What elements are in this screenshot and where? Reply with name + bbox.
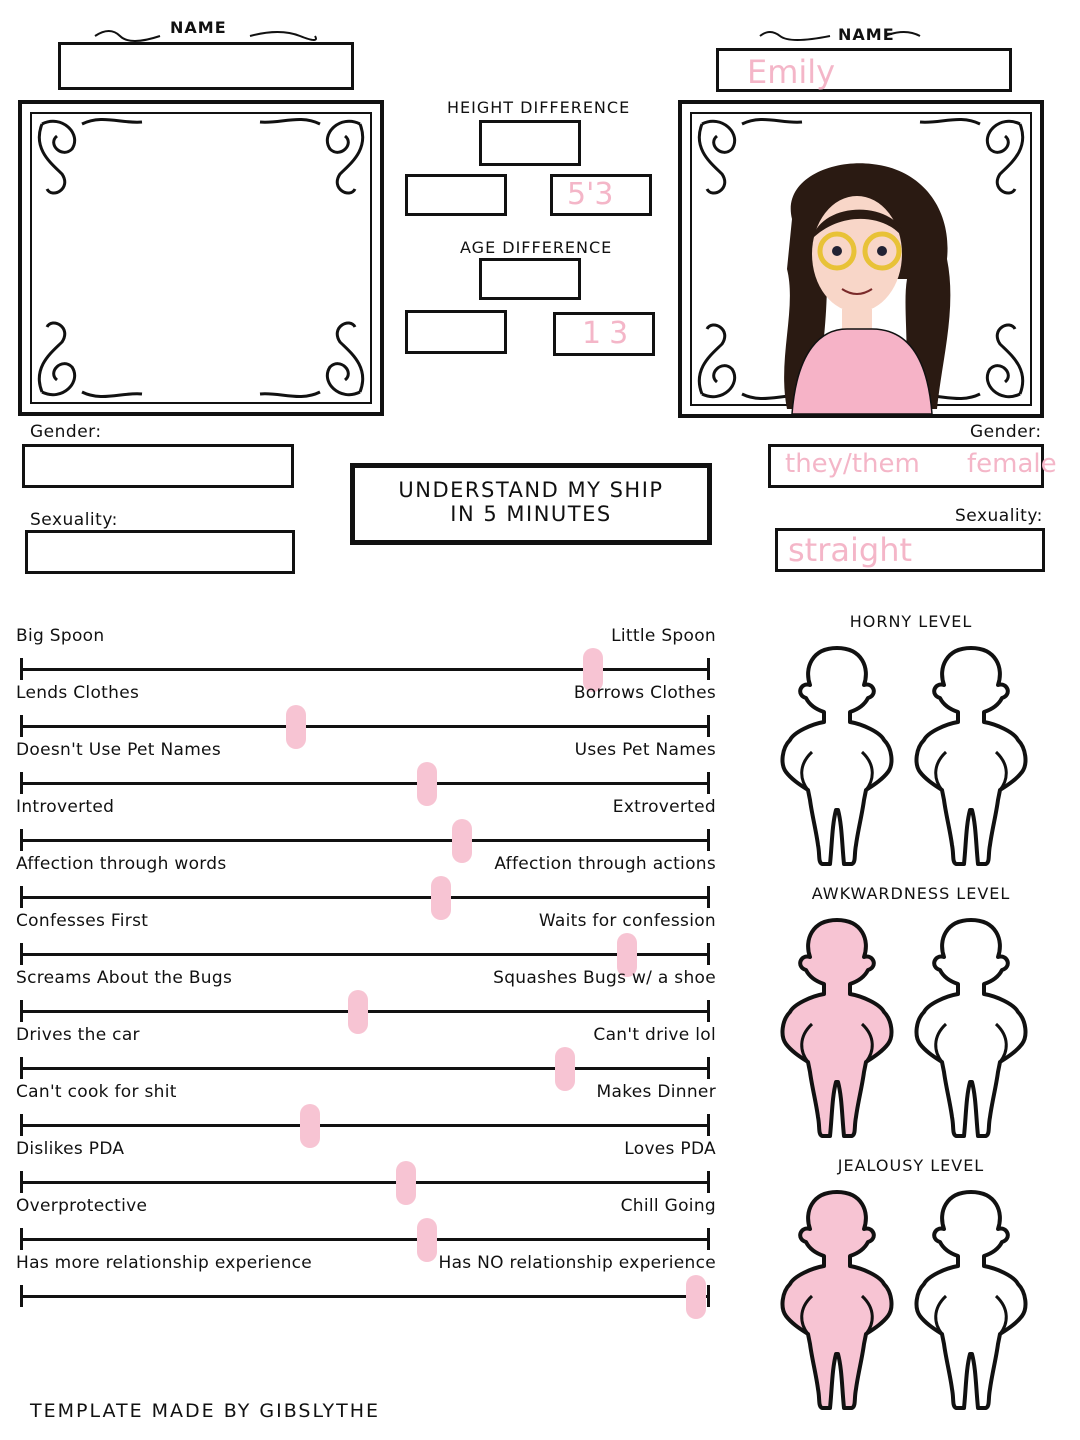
scale-end-tick: [707, 943, 710, 965]
scale-line: [20, 839, 710, 842]
left-sexuality-field[interactable]: [25, 530, 295, 574]
level-figure-right-icon[interactable]: [906, 640, 1036, 874]
scale-end-tick: [20, 1114, 23, 1136]
left-sexuality-label: Sexuality:: [30, 510, 118, 530]
scale-right-label: Loves PDA: [624, 1139, 716, 1159]
scale-right-label: Uses Pet Names: [574, 740, 716, 760]
scale-left-label: Screams About the Bugs: [16, 968, 233, 988]
scale-marker[interactable]: [555, 1047, 575, 1091]
scale-end-tick: [20, 1285, 23, 1307]
right-gender-value-1: they/them: [785, 449, 920, 479]
scale-end-tick: [20, 829, 23, 851]
scale-left-label: Has more relationship experience: [16, 1253, 313, 1273]
scale-end-tick: [707, 1000, 710, 1022]
left-portrait-frame: [18, 100, 384, 416]
height-difference-label: HEIGHT DIFFERENCE: [447, 98, 631, 117]
scale-end-tick: [707, 1057, 710, 1079]
scale-right-label: Little Spoon: [611, 626, 716, 646]
scale-end-tick: [707, 829, 710, 851]
scale-right-label: Can't drive lol: [593, 1025, 716, 1045]
height-right-value: 5'3: [567, 177, 614, 212]
footer-credit: TEMPLATE MADE BY GIBSLYTHE: [30, 1400, 381, 1422]
scale-left-label: Lends Clothes: [16, 683, 140, 703]
age-right-value: 13: [582, 316, 637, 351]
left-gender-label: Gender:: [30, 422, 102, 442]
age-difference-label: AGE DIFFERENCE: [460, 238, 613, 257]
scale-end-tick: [707, 1285, 710, 1307]
level-label: AWKWARDNESS LEVEL: [811, 884, 1011, 903]
scale-end-tick: [20, 772, 23, 794]
title-line-1: UNDERSTAND MY SHIP: [398, 478, 664, 502]
title-box: [350, 463, 712, 545]
scale-right-label: Makes Dinner: [596, 1082, 716, 1102]
scale-line: [20, 1295, 710, 1298]
character-portrait-icon: [752, 159, 972, 414]
scale-end-tick: [707, 1228, 710, 1250]
scale-line: [20, 953, 710, 956]
scale-right-label: Waits for confession: [538, 911, 716, 931]
scale-end-tick: [707, 772, 710, 794]
title-line-2: IN 5 MINUTES: [450, 502, 612, 526]
scale-line: [20, 668, 710, 671]
right-gender-value-2: female: [967, 449, 1057, 479]
scale-end-tick: [707, 658, 710, 680]
scale-end-tick: [20, 943, 23, 965]
age-difference-box[interactable]: [479, 258, 581, 300]
scale-right-label: Squashes Bugs w/ a shoe: [493, 968, 716, 988]
scale-marker[interactable]: [417, 1218, 437, 1262]
scale-end-tick: [20, 715, 23, 737]
right-portrait-frame: [678, 100, 1044, 418]
left-name-field[interactable]: [58, 42, 354, 90]
scale-end-tick: [20, 658, 23, 680]
right-sexuality-field[interactable]: [775, 528, 1045, 572]
scale-right-label: Borrows Clothes: [573, 683, 716, 703]
right-name-value: Emily: [747, 53, 836, 91]
age-right-box[interactable]: [553, 312, 655, 356]
scale-line: [20, 725, 710, 728]
scale-line: [20, 782, 710, 785]
height-difference-box[interactable]: [479, 120, 581, 166]
scale-line: [20, 1124, 710, 1127]
right-sexuality-label: Sexuality:: [955, 506, 1043, 526]
right-name-field[interactable]: [716, 48, 1012, 92]
scale-marker[interactable]: [417, 762, 437, 806]
right-name-label: NAME: [838, 25, 895, 44]
scale-line: [20, 1067, 710, 1070]
scale-marker[interactable]: [452, 819, 472, 863]
scale-right-label: Extroverted: [612, 797, 716, 817]
scale-left-label: Affection through words: [16, 854, 227, 874]
right-sexuality-value: straight: [788, 531, 913, 569]
scale-end-tick: [707, 715, 710, 737]
scale-left-label: Drives the car: [16, 1025, 140, 1045]
scale-marker[interactable]: [300, 1104, 320, 1148]
level-figure-left-icon[interactable]: [772, 912, 902, 1146]
level-figure-left-icon[interactable]: [772, 640, 902, 874]
scale-left-label: Introverted: [16, 797, 115, 817]
level-label: HORNY LEVEL: [849, 612, 973, 631]
level-figure-right-icon[interactable]: [906, 1184, 1036, 1418]
left-name-label: NAME: [170, 18, 227, 37]
scale-marker[interactable]: [348, 990, 368, 1034]
right-gender-field[interactable]: [768, 444, 1057, 488]
scale-right-label: Has NO relationship experience: [438, 1253, 716, 1273]
scale-right-label: Affection through actions: [494, 854, 716, 874]
scale-marker[interactable]: [286, 705, 306, 749]
height-right-box[interactable]: [550, 174, 652, 216]
scale-end-tick: [707, 1114, 710, 1136]
scale-left-label: Big Spoon: [16, 626, 105, 646]
height-left-box[interactable]: [405, 174, 507, 216]
level-figure-left-icon[interactable]: [772, 1184, 902, 1418]
scale-end-tick: [20, 1000, 23, 1022]
scale-left-label: Confesses First: [16, 911, 149, 931]
level-label: JEALOUSY LEVEL: [837, 1156, 985, 1175]
scale-end-tick: [20, 1057, 23, 1079]
level-figure-right-icon[interactable]: [906, 912, 1036, 1146]
scale-end-tick: [20, 1228, 23, 1250]
scale-marker[interactable]: [686, 1275, 706, 1319]
scale-left-label: Can't cook for shit: [16, 1082, 177, 1102]
scale-line: [20, 1181, 710, 1184]
scale-left-label: Doesn't Use Pet Names: [16, 740, 221, 760]
age-left-box[interactable]: [405, 310, 507, 354]
left-gender-field[interactable]: [22, 444, 294, 488]
scale-left-label: Overprotective: [16, 1196, 148, 1216]
right-gender-label: Gender:: [970, 422, 1042, 442]
scale-line: [20, 1238, 710, 1241]
scale-left-label: Dislikes PDA: [16, 1139, 125, 1159]
right-name-flourish-icon: [755, 28, 935, 48]
scale-right-label: Chill Going: [620, 1196, 716, 1216]
frame-flourish-icon: [22, 104, 380, 412]
